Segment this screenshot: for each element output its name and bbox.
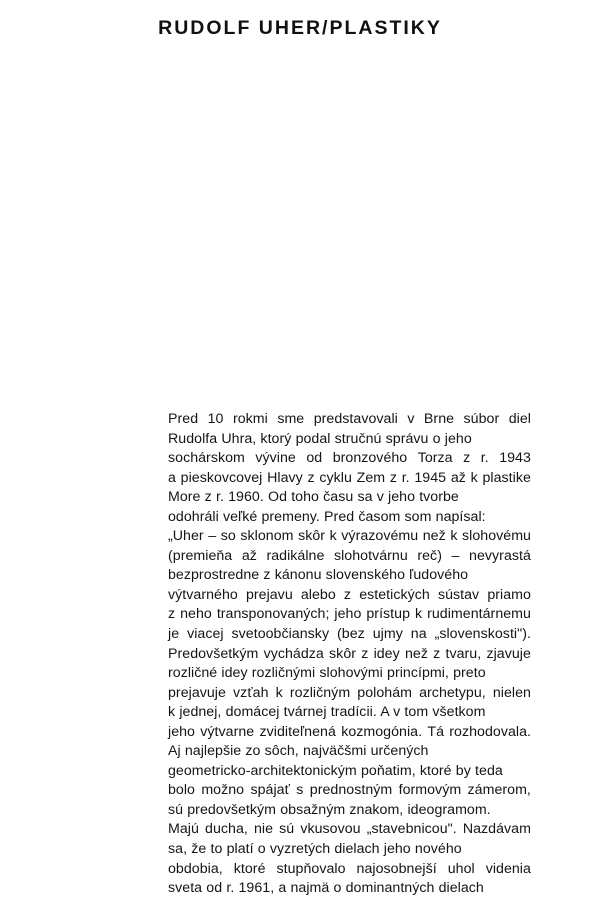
body-text-line: „Uher – so sklonom skôr k výrazovému než k slohovému: [168, 528, 531, 545]
body-text-line: geometricko-architektonickým poňatim, ktoré by teda: [168, 762, 503, 779]
body-text-line: sú predovšetkým obsažným znakom, ideogramom.: [168, 801, 491, 818]
body-text-line: rozličné idey rozličnými slohovými princípmi, preto: [168, 665, 486, 682]
body-text-line: bezprostredne z kánonu slovenského ľudového: [168, 567, 469, 584]
body-text-line: Pred 10 rokmi sme predstavovali v Brne súbor diel: [168, 411, 531, 427]
body-text-line: jeho výtvarne zviditeľnená kozmogónia. Tá rozhodovala.: [168, 723, 531, 740]
body-text-line: z neho transponovaných; jeho prístup k rudimentárnemu: [168, 606, 531, 623]
body-text-line: sveta od r. 1961, a najmä o dominantných dielach: [168, 880, 484, 897]
body-text-line: Predovšetkým vychádza skôr z idey než z tvaru, zjavuje: [168, 645, 531, 662]
body-text-line: prejavuje vzťah k rozličným polohám archetypu, nielen: [168, 684, 531, 701]
body-text-line: sa, že to platí o vyzretých dielach jeho nového: [168, 841, 462, 858]
body-text-line: k jednej, domácej tvárnej tradícii. A v tom všetkom: [168, 704, 486, 721]
body-text-line: sochárskom vývine od bronzového Torza z r. 1943: [168, 450, 531, 467]
body-text-line: odohráli veľké premeny. Pred časom som napísal:: [168, 508, 486, 525]
page-title: RUDOLF UHER/PLASTIKY: [158, 17, 442, 39]
body-text-line: Aj najlepšie zo sôch, najväčšmi určených: [168, 743, 429, 760]
body-text-line: obdobia, ktoré stupňovalo najosobnejší uhol videnia: [168, 860, 531, 877]
body-text-line: bolo možno spájať s prednostným formovým zámerom,: [168, 782, 531, 799]
body-text-line: výtvarného prejavu alebo z estetických sústav priamo: [168, 586, 531, 603]
body-text-line: More z r. 1960. Od toho času sa v jeho tvorbe: [168, 489, 459, 506]
body-text-line: (premieňa až radikálne slohotvárnu reč) – nevyrastá: [168, 547, 531, 564]
body-paragraph: [168, 410, 531, 899]
body-text-column: [168, 410, 531, 899]
body-text-line: je viacej svetoobčiansky (bez ujmy na „slovenskosti").: [168, 626, 531, 643]
body-text-line: Rudolfa Uhra, ktorý podal stručnú správu o jeho: [168, 430, 472, 447]
body-text-line: a pieskovcovej Hlavy z cyklu Zem z r. 1945 až k plastike: [168, 469, 531, 486]
illustration-plate-area: [168, 58, 530, 398]
body-text-line: Majú ducha, nie sú vkusovou „stavebnicou". Nazdávam: [168, 821, 531, 838]
